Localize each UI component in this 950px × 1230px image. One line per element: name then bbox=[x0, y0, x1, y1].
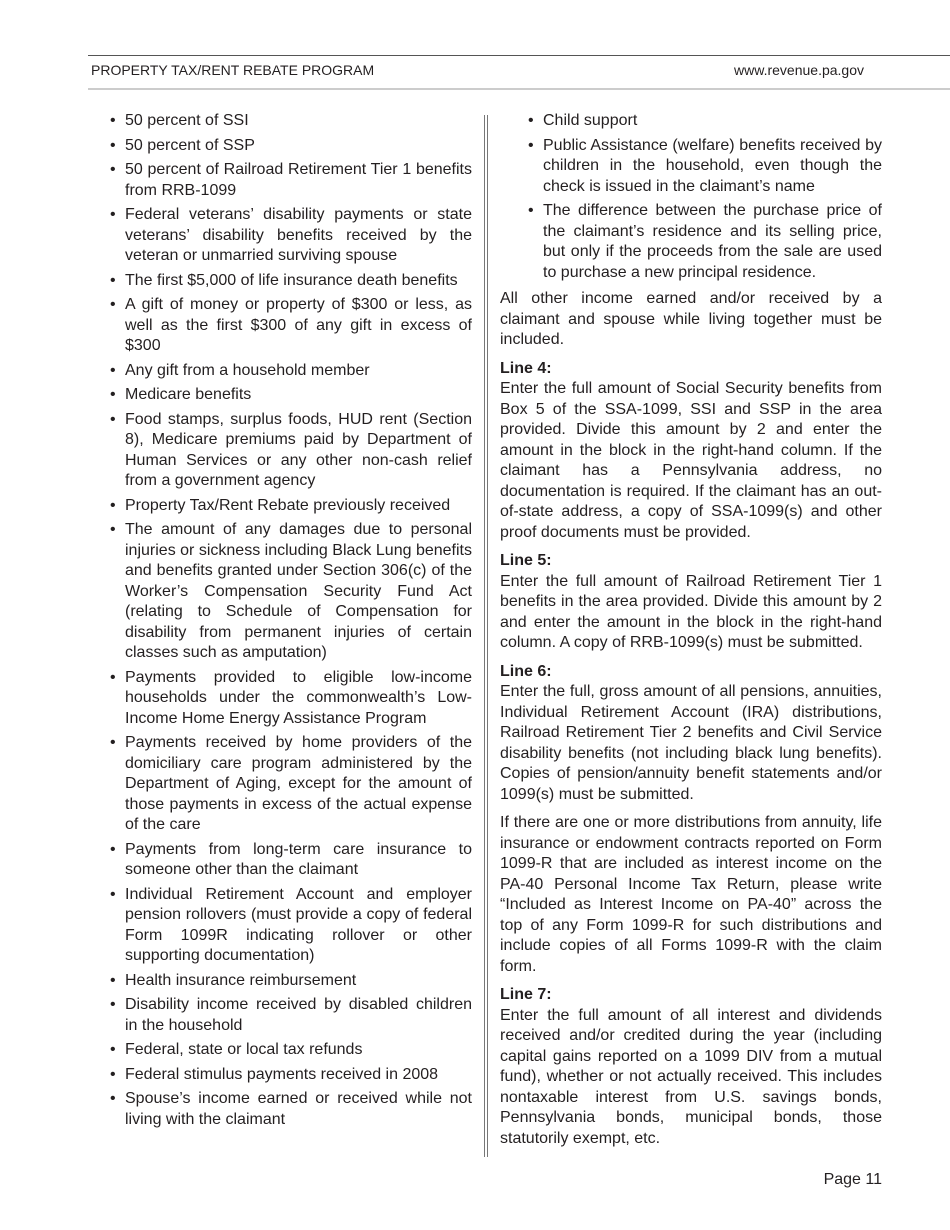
list-item bbox=[106, 885, 472, 967]
list-item bbox=[524, 136, 882, 198]
list-item-text: Property Tax/Rent Rebate previously received bbox=[125, 496, 451, 514]
list-item bbox=[106, 160, 472, 201]
bullet-icon: • bbox=[110, 885, 116, 903]
two-columns bbox=[0, 111, 950, 1157]
bullet-icon: • bbox=[110, 112, 116, 129]
bullet-icon: • bbox=[110, 386, 116, 403]
list-item-text: Federal, state or local tax refunds bbox=[125, 1041, 363, 1058]
bullet-icon: • bbox=[528, 202, 534, 219]
list-item-text: Child support bbox=[543, 112, 638, 129]
list-item-text: Spouse’s income earned or received while not living with the claimant bbox=[125, 1090, 472, 1128]
list-item bbox=[106, 271, 472, 292]
bullet-icon: • bbox=[110, 668, 116, 686]
list-item bbox=[106, 971, 472, 992]
left-column bbox=[106, 111, 472, 1157]
section-paragraph: Enter the full amount of all interest and dividends received and/or credited during the year (including capital gains reported on a 1099 DIV from a mutual fund), whether or not actually received. This includes nontaxable interest from U.S. savings bonds, Pennsylvania bonds, municipal bonds, those statutorily exempt, etc. bbox=[500, 1006, 882, 1147]
bullet-icon: • bbox=[110, 1090, 116, 1107]
bullet-icon: • bbox=[110, 1065, 116, 1083]
list-item-text: 50 percent of SSP bbox=[125, 136, 255, 154]
list-item-text: Food stamps, surplus foods, HUD rent (Section 8), Medicare premiums paid by Department of Human Services or any other non-cash relief from a government agency bbox=[125, 410, 472, 489]
right-column bbox=[500, 111, 882, 1157]
section-heading: Line 5: bbox=[500, 552, 552, 569]
list-item bbox=[106, 410, 472, 492]
list-item-text: Disability income received by disabled children in the household bbox=[125, 996, 472, 1034]
list-item-text: Health insurance reimbursement bbox=[125, 971, 357, 989]
bullet-icon: • bbox=[110, 410, 116, 428]
list-item bbox=[106, 111, 472, 132]
bullet-icon: • bbox=[110, 971, 116, 989]
section-paragraph: Enter the full amount of Railroad Retirement Tier 1 benefits in the area provided. Divide this amount by 2 and enter the amount in the block in the right-hand column. A copy of RRB-1099(s) must be submitted. bbox=[500, 572, 882, 651]
page-number: Page 11 bbox=[823, 1171, 882, 1188]
list-item-text: The difference between the purchase price of the claimant’s residence and its selling price, but only if the proceeds from the sale are used to purchase a new principal residence. bbox=[543, 202, 882, 281]
bullet-icon: • bbox=[110, 1041, 116, 1058]
list-item bbox=[106, 1040, 472, 1061]
list-item-text: Any gift from a household member bbox=[125, 361, 370, 379]
list-item bbox=[524, 111, 882, 132]
header-url[interactable]: www.revenue.pa.gov bbox=[734, 62, 864, 78]
list-item bbox=[106, 520, 472, 664]
line-instructions bbox=[500, 359, 882, 1150]
exclusion-list-continued bbox=[524, 111, 882, 283]
list-item bbox=[524, 201, 882, 283]
bullet-icon: • bbox=[110, 206, 116, 223]
list-item-text: Public Assistance (welfare) benefits received by children in the household, even though the check is issued in the claimant’s name bbox=[543, 136, 882, 195]
section-paragraph: If there are one or more distributions from annuity, life insurance or endowment contracts reported on Form 1099-R that are included as interest income on the PA-40 Personal Income Tax Return, please write “Included as Interest Income on PA-40” across the top of any Form 1099-R for such distributions and include copies of all Forms 1099-R with the claim form. bbox=[500, 814, 882, 975]
bullet-icon: • bbox=[110, 161, 116, 178]
list-item-text: 50 percent of SSI bbox=[125, 112, 249, 129]
page-body bbox=[0, 111, 950, 1189]
list-item-text: Payments received by home providers of the domiciliary care program administered by the Department of Aging, except for the amount of those payments in excess of the actual expense of the care bbox=[125, 734, 472, 833]
bullet-icon: • bbox=[110, 840, 116, 858]
list-item bbox=[106, 496, 472, 517]
intro-paragraph: All other income earned and/or received by a claimant and spouse while living together must be included. bbox=[500, 290, 882, 348]
bullet-icon: • bbox=[110, 271, 116, 289]
list-item-text: The first $5,000 of life insurance death benefits bbox=[125, 271, 458, 289]
bullet-icon: • bbox=[110, 521, 116, 538]
list-item bbox=[106, 840, 472, 881]
list-item bbox=[106, 733, 472, 836]
list-item-text: Federal stimulus payments received in 2008 bbox=[125, 1065, 439, 1083]
list-item bbox=[106, 995, 472, 1036]
column-divider bbox=[484, 115, 488, 1157]
list-item bbox=[106, 1089, 472, 1130]
exclusion-list bbox=[106, 111, 472, 1130]
section-heading: Line 6: bbox=[500, 662, 552, 680]
bullet-icon: • bbox=[110, 136, 116, 154]
list-item-text: Medicare benefits bbox=[125, 386, 252, 403]
list-item bbox=[106, 385, 472, 406]
list-item bbox=[106, 361, 472, 382]
list-item-text: Payments provided to eligible low-income households under the commonwealth’s Low-Income Home Energy Assistance Program bbox=[125, 668, 472, 727]
bullet-icon: • bbox=[110, 996, 116, 1013]
bullet-icon: • bbox=[110, 734, 116, 751]
section-paragraph: Enter the full, gross amount of all pensions, annuities, Individual Retirement Account (IRA) distributions, Railroad Retirement Tier 2 benefits and Civil Service disability benefits (not including black lung benefits). Copies of pension/annuity benefit statements and/or 1099(s) must be submitted. bbox=[500, 683, 882, 803]
list-item bbox=[106, 1065, 472, 1086]
section-heading: Line 7: bbox=[500, 986, 552, 1003]
bullet-icon: • bbox=[528, 112, 534, 129]
list-item bbox=[106, 205, 472, 267]
bullet-icon: • bbox=[110, 296, 116, 313]
bullet-icon: • bbox=[110, 496, 116, 514]
list-item-text: 50 percent of Railroad Retirement Tier 1 benefits from RRB-1099 bbox=[125, 161, 472, 199]
list-item-text: The amount of any damages due to personal injuries or sickness including Black Lung benefits and benefits granted under Section 306(c) of the Worker’s Compensation Security Fund Act (relating to Schedule of Compensation for disability from permanent injuries of certain classes such as amputation) bbox=[125, 521, 472, 661]
list-item-text: Individual Retirement Account and employer pension rollovers (must provide a copy of federal Form 1099R indicating rollover or other supporting documentation) bbox=[125, 885, 472, 964]
list-item bbox=[106, 295, 472, 357]
header-rule bbox=[88, 55, 950, 56]
section-heading: Line 4: bbox=[500, 359, 552, 377]
section-paragraph: Enter the full amount of Social Security benefits from Box 5 of the SSA-1099, SSI and SSP in the area provided. Divide this amount by 2 and enter the amount in the block in the right-hand column. If the claimant has a Pennsylvania address, no documentation is required. If the claimant has an out-of-state address, a copy of SSA-1099(s) and other proof documents must be provided. bbox=[500, 380, 882, 541]
header-rule-bottom bbox=[88, 88, 950, 90]
list-item-text: A gift of money or property of $300 or less, as well as the first $300 of any gift in excess of $300 bbox=[125, 296, 472, 354]
list-item bbox=[106, 668, 472, 730]
bullet-icon: • bbox=[110, 361, 116, 379]
bullet-icon: • bbox=[528, 136, 534, 154]
list-item bbox=[106, 136, 472, 157]
header-title: PROPERTY TAX/RENT REBATE PROGRAM bbox=[91, 62, 375, 78]
list-item-text: Federal veterans’ disability payments or state veterans’ disability benefits received by the veteran or unmarried surviving spouse bbox=[125, 206, 472, 264]
list-item-text: Payments from long-term care insurance to someone other than the claimant bbox=[125, 840, 472, 878]
